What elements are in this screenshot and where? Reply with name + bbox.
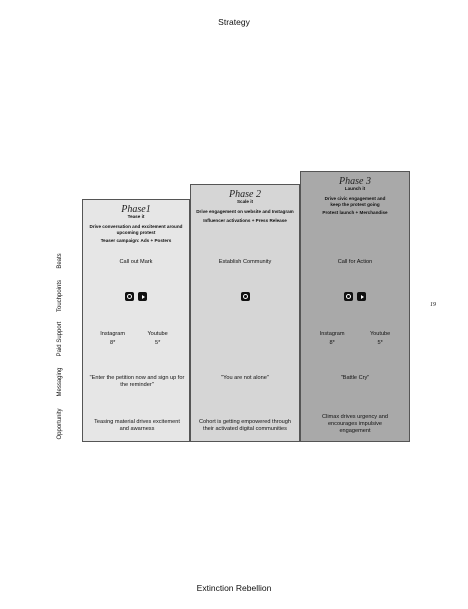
row-label-messaging: Messaging: [57, 367, 63, 397]
instagram-icon: [241, 292, 250, 301]
phase-1-desc2: Teaser campaign: Ads + Posters: [100, 238, 172, 243]
row-label-paid-support: Paid Support: [57, 321, 63, 357]
page-title: Strategy: [218, 17, 250, 27]
row-label-touchpoints: Touchpoints: [57, 279, 63, 313]
page-number: 19: [430, 302, 436, 308]
phase-3-touchpoints: [301, 292, 409, 301]
row-label-opportunity: Opportunity: [57, 408, 63, 440]
paid-value: 8*: [109, 340, 116, 346]
phase-1-touchpoints: [83, 292, 189, 301]
paid-value: 8*: [329, 340, 335, 346]
phase-1-title: Phase1: [121, 204, 151, 215]
instagram-icon: [344, 292, 353, 301]
paid-platform: Instagram: [319, 331, 345, 337]
paid-platform: Youtube: [147, 331, 168, 337]
paid-value: 5*: [377, 340, 383, 346]
phase-1-message: "Enter the petition now and sign up for the reminder": [89, 375, 185, 388]
phase-1-paid-support: [89, 330, 179, 348]
phase-2-subtitle: Scale it: [236, 199, 254, 204]
phase-2-opportunity: Cohort is getting empowered through their activated digital communities: [198, 419, 292, 432]
phase-3-message: "Battle Cry": [340, 375, 370, 381]
phase-2-column: [190, 184, 300, 442]
phase-2-title: Phase 2: [229, 189, 261, 200]
phase-2-message: "You are not alone": [221, 375, 269, 381]
phase-3-paid-support: [307, 330, 403, 348]
phase-3-title: Phase 3: [339, 176, 371, 187]
row-label-beats: Beats: [57, 253, 63, 269]
phase-1-desc: Drive conversation and excitement around upcoming protest: [89, 224, 183, 235]
paid-platform: Youtube: [369, 331, 391, 337]
phase-3-desc: Drive civic engagement and keep the protest going: [324, 196, 386, 207]
instagram-icon: [125, 292, 134, 301]
phase-2-desc2: Influencer activations + Press Release: [203, 218, 287, 223]
youtube-icon: [138, 292, 147, 301]
paid-platform: Instagram: [100, 331, 126, 337]
phase-2-touchpoints: [191, 292, 299, 301]
phase-3-desc2: Protest launch + Merchandise: [322, 210, 388, 215]
footer-brand: Extinction Rebellion: [196, 583, 272, 593]
phase-3-opportunity: Climax drives urgency and encourages impulsive engagement: [322, 414, 388, 434]
phase-3-beat: Call for Action: [337, 259, 373, 265]
phase-2-desc: Drive engagement on website and Instagram: [196, 209, 294, 214]
phase-1-beat: Call out Mark: [119, 259, 153, 265]
phase-1-subtitle: Tease it: [127, 214, 145, 219]
phase-3-column: [300, 171, 410, 442]
youtube-icon: [357, 292, 366, 301]
paid-value: 5*: [154, 340, 161, 346]
phase-2-beat: Establish Community: [218, 259, 272, 265]
phase-3-subtitle: Launch it: [344, 186, 366, 191]
phase-1-column: [82, 199, 190, 442]
phase-1-opportunity: Teasing material drives excitement and awarness: [94, 419, 180, 432]
